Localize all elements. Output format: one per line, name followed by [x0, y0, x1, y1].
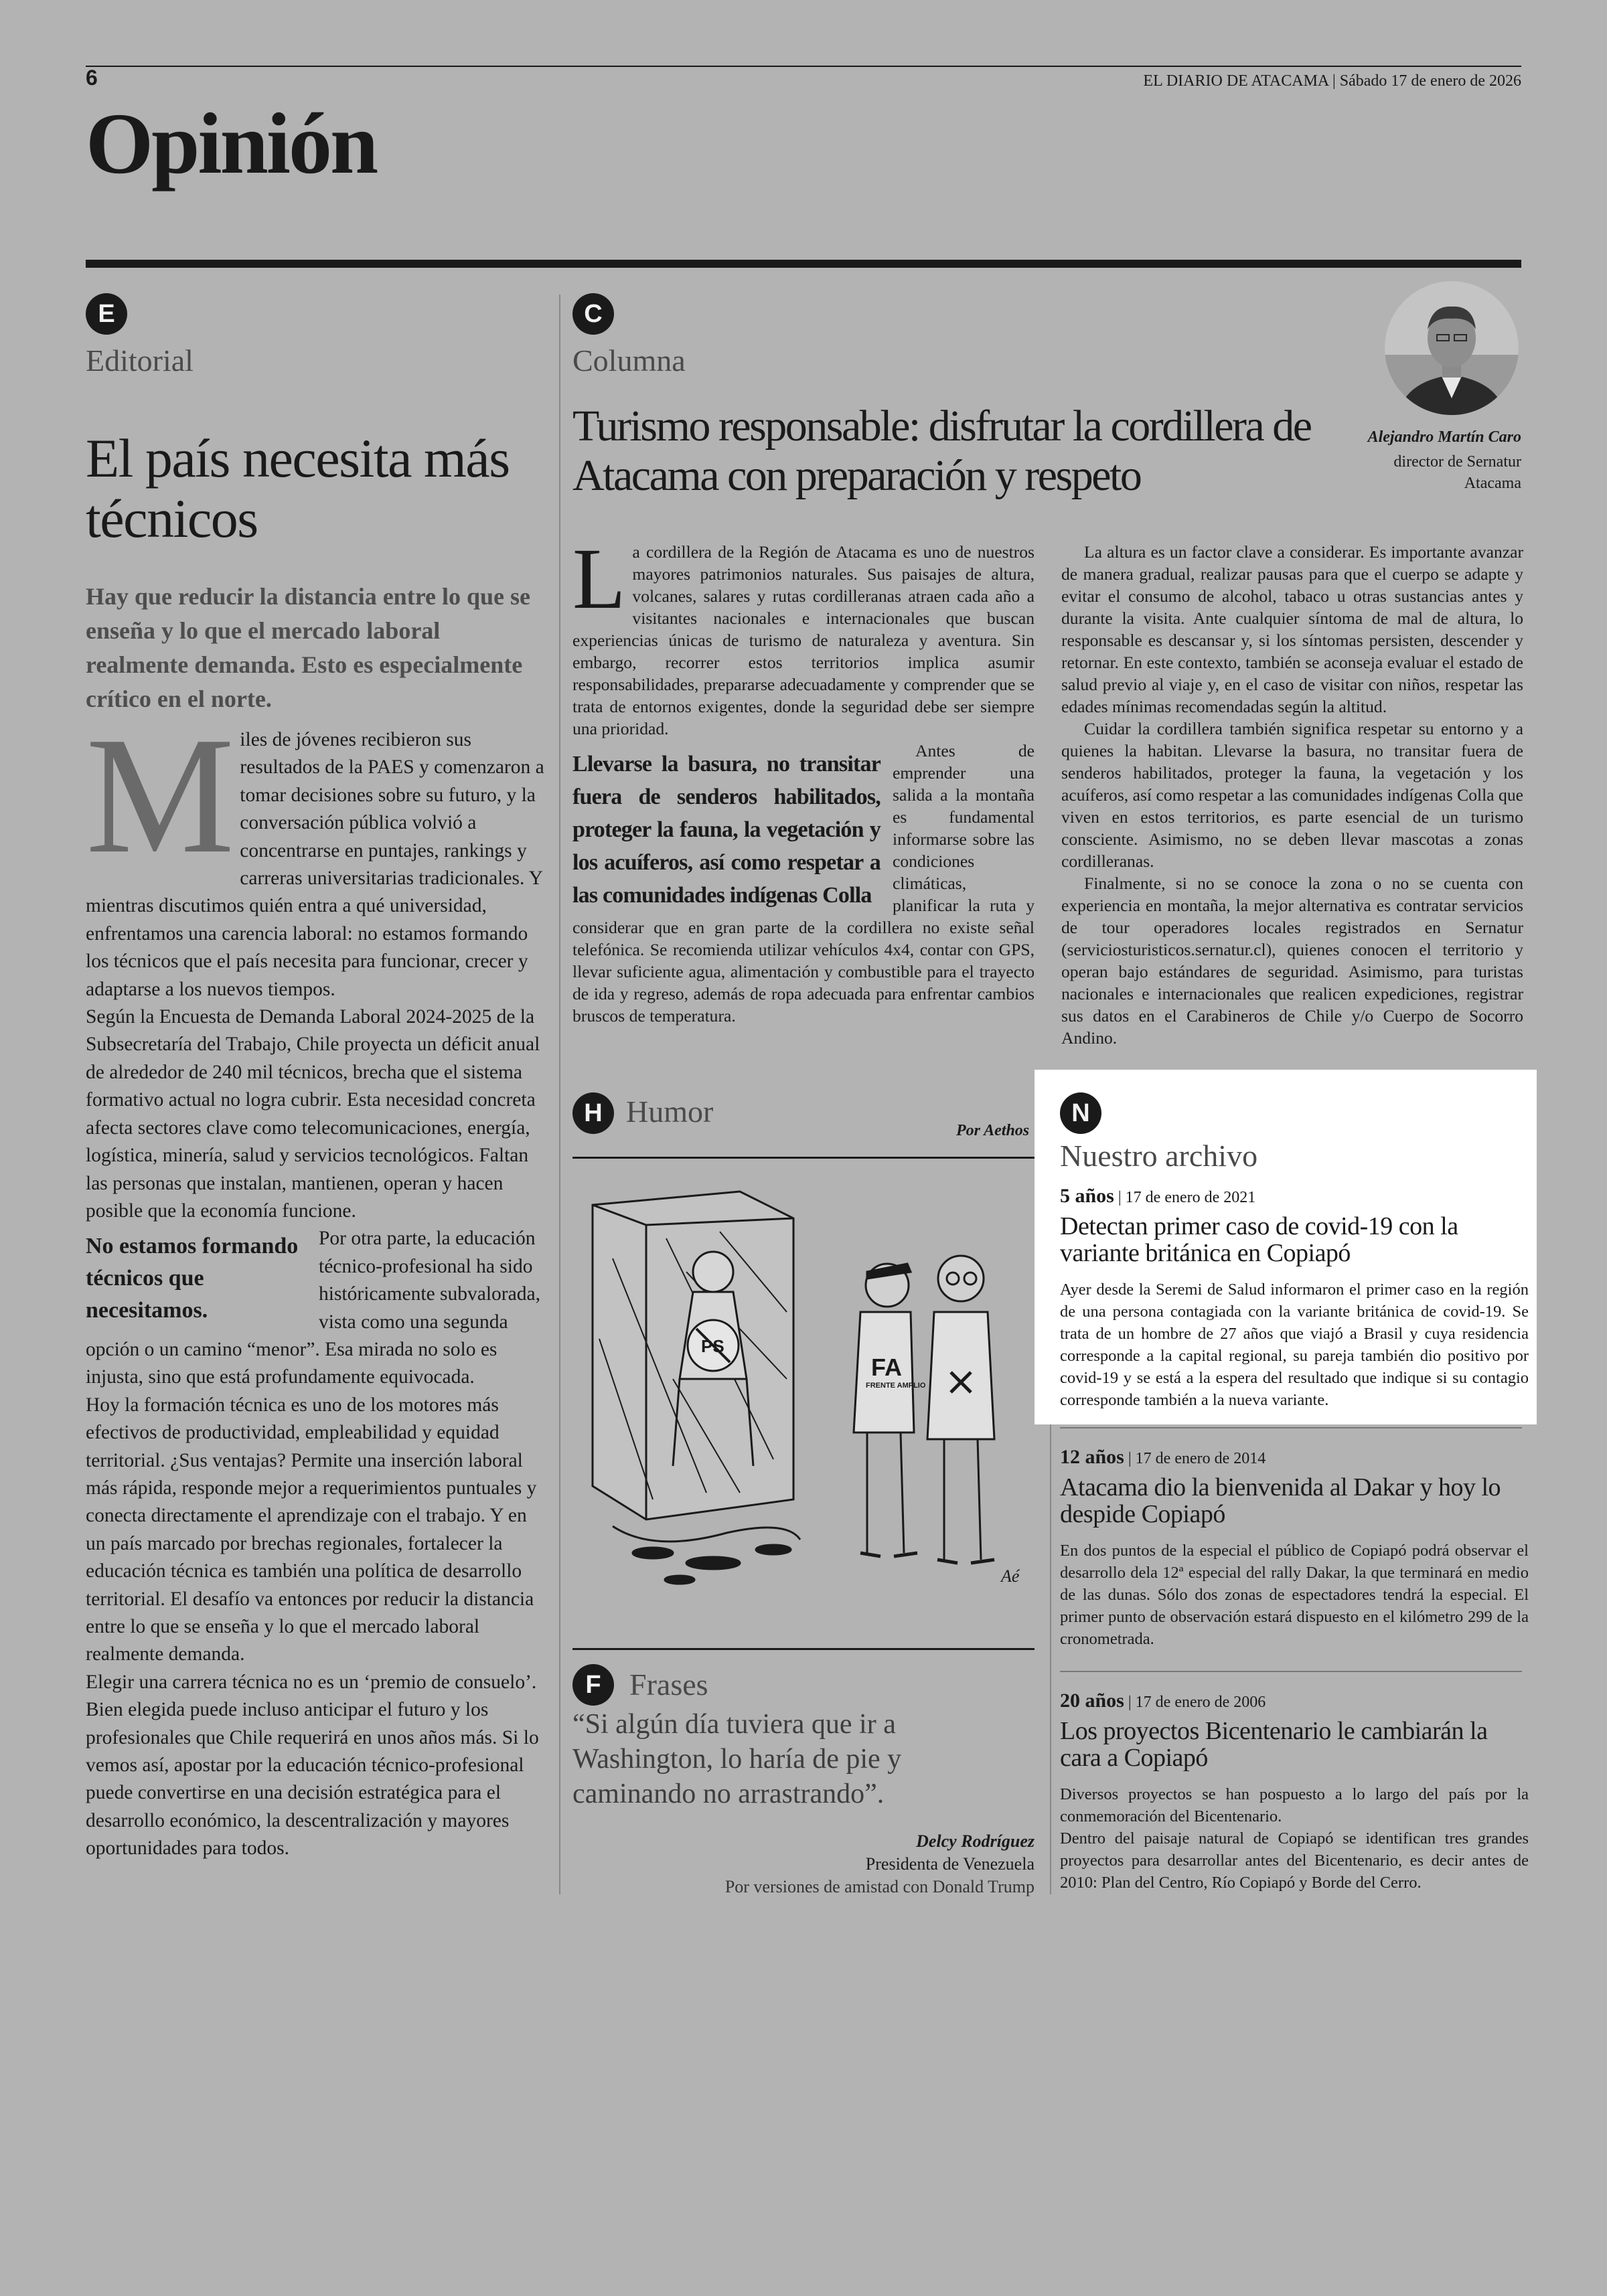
column-kicker: Columna	[572, 343, 686, 378]
archive-years: 5 años	[1060, 1185, 1114, 1207]
column-dropcap: L	[572, 531, 626, 627]
archive-rule	[1060, 1671, 1522, 1672]
editorial-headline: El país necesita más técnicos	[86, 428, 510, 549]
archive-item	[1060, 1185, 1529, 1411]
section-rule	[86, 260, 1521, 268]
frases-badge: F	[572, 1664, 614, 1706]
archive-date: | 17 de enero de 2006	[1124, 1694, 1266, 1711]
cartoon-signature: Aé	[1001, 1566, 1020, 1586]
archive-text: Ayer desde la Seremi de Salud informaron el primer caso en la región de una persona contagiada con la variante británica de covid-19. Se trata de un hombre de 27 años que viajó a Brasil y cuya residencia corresponde a la capital regional, su pareja también dio positivo por covid-19 y se está a la espera del resultado que indique si su contagio corresponde también a la nueva variante.	[1060, 1281, 1529, 1409]
page-number: 6	[86, 66, 98, 90]
editorial-kicker: Editorial	[86, 343, 194, 378]
cartoon-label-fa: FA	[871, 1354, 903, 1381]
humor-kicker: Humor	[626, 1094, 714, 1129]
column-body-right	[1061, 541, 1523, 1049]
masthead: EL DIARIO DE ATACAMA | Sábado 17 de enero de 2026	[1143, 72, 1521, 90]
top-rule	[86, 66, 1521, 67]
column-badge: C	[572, 293, 614, 335]
editorial-paragraph: Hoy la formación técnica es uno de los motores más efectivos de productividad, empleabilidad y equidad territorial. ¿Sus ventajas? Permite una inserción laboral más rápida, responde mejor a requerimientos puntuales y conecta directamente el aprendizaje con el trabajo. Y en un país marcado por brechas regionales, fortalecer la educación técnica es también una política de desarrollo territorial. El desafío va entonces por reducir la distancia entre lo que se enseña y lo que el mercado laboral realmente demanda.	[86, 1394, 537, 1665]
archive-rule	[1060, 1427, 1522, 1428]
archive-text: Dentro del paisaje natural de Copiapó se identifican tres grandes proyectos para desarrollar antes del Bicentenario, es decir antes de 2010: Plan del Centro, Río Copiapó y Borde del Cerro.	[1060, 1829, 1529, 1892]
editorial-paragraph: iles de jóvenes recibieron sus resultados de la PAES y comenzaron a tomar decisiones sobre su futuro, y la conversación pública volvió a concentrarse en puntajes, rankings y carreras universitarias tradicionales. Y mientras discutimos quién entra a qué universidad, enfrentamos una carencia laboral: no estamos formando los técnicos que el país necesita para funcionar, crecer y adaptarse a los nuevos tiempos.	[86, 729, 544, 1000]
frases-quote: “Si algún día tuviera que ir a Washington, lo haría de pie y caminando no arrastrando”.	[572, 1709, 902, 1809]
section-title: Opinión	[86, 96, 377, 192]
frases-note: Por versiones de amistad con Donald Trump	[724, 1877, 1035, 1896]
editorial-dropcap: M	[86, 703, 231, 888]
column-paragraph: La altura es un factor clave a considerar. Es importante avanzar de manera gradual, realizar pausas para que el cuerpo se adapte y evitar el consumo de alcohol, tabaco u otras sustancias antes y durante la visita. Ante cualquier síntoma de mal de altura, lo responsable es descansar y, si los síntomas persisten, descender y retornar. En este contexto, también se aconseja evaluar el estado de salud previo al viaje y, en el caso de visitar con niños, respetar las edades mínimas recomendadas según la altitud.	[1061, 542, 1523, 716]
humor-byline: Por Aethos	[956, 1122, 1030, 1139]
archive-kicker: Nuestro archivo	[1060, 1139, 1258, 1173]
archive-date: | 17 de enero de 2014	[1124, 1450, 1266, 1467]
column-paragraph: a cordillera de la Región de Atacama es uno de nuestros mayores patrimonios naturales. Sus paisajes de altura, volcanes, salares y rutas cordilleranas atraen cada año a visitantes nacionales e internacionales que buscan experiencias únicas de turismo de naturaleza y aventura. Sin embargo, recorrer estos territorios implica asumir responsabilidades, prepararse adecuadamente y comprender que se trata de entornos exigentes, donde la seguridad debe ser siempre una prioridad.	[572, 542, 1035, 738]
archive-years: 12 años	[1060, 1446, 1124, 1468]
column-divider-left	[559, 295, 560, 1894]
archive-title: Detectan primer caso de covid-19 con la variante británica en Copiapó	[1060, 1212, 1458, 1267]
archive-title: Atacama dio la bienvenida al Dakar y hoy lo despide Copiapó	[1060, 1473, 1501, 1528]
editorial-paragraph: Por otra parte, la educación técnico-profesional ha sido históricamente subvalorada, vista como una segunda opción o un camino “menor”. Esa mirada no solo es injusta, sino que está profundamente equivocada.	[86, 1228, 540, 1388]
column-headline: Turismo responsable: disfrutar la cordillera de Atacama con preparación y respeto	[572, 402, 1311, 500]
cartoon-label-frente: FRENTE AMPLIO	[866, 1382, 926, 1390]
column-paragraph: Antes de emprender una salida a la montaña es fundamental informarse sobre las condiciones climáticas, planificar la ruta y considerar que en gran parte de la cordillera no existe señal telefónica. Se recomienda utilizar vehículos 4x4, contar con GPS, llevar suficiente agua, alimentación y combustible para el trayecto de ida y regreso, además de ropa adecuada para enfrentar cambios bruscos de temperatura.	[572, 741, 1035, 1026]
archive-date: | 17 de enero de 2021	[1114, 1189, 1256, 1206]
humor-rule	[572, 1157, 1035, 1159]
editorial-badge: E	[86, 293, 127, 335]
column-paragraph: Cuidar la cordillera también significa respetar su entorno y a quienes la habitan. Llevarse la basura, no transitar fuera de senderos habilitados, proteger la fauna, la vegetación y los acuíferos, así como respetar a las comunidades indígenas Colla que viven en estos territorios, es parte esencial de un turismo consciente. Asimismo, no se deben llevar mascotas a zonas cordilleranas.	[1061, 719, 1523, 871]
author-name: Alejandro Martín Caro	[1367, 428, 1521, 446]
humor-badge: H	[572, 1092, 614, 1134]
archive-text: En dos puntos de la especial el público de Copiapó podrá observar el desarrollo dela 12ª especial del rally Dakar, la que terminará en medio de las dunas. Sólo dos zonas de espectadores tendrá la especial. El primer punto de observación estará dispuesto en el kilómetro 299 de la cronometrada.	[1060, 1542, 1529, 1648]
frases-author: Delcy Rodríguez	[916, 1831, 1035, 1851]
archive-badge: N	[1060, 1092, 1101, 1134]
editorial-paragraph: Elegir una carrera técnica no es un ‘premio de consuelo’. Bien elegida puede incluso anticipar el futuro y los profesionales que Chile requerirá en unos años más. Si lo vemos así, apostar por la educación técnico-profesional puede convertirse en una decisión estratégica para el desarrollo económico, la descentralización y mayores oportunidades para todos.	[86, 1671, 539, 1860]
archive-item	[1060, 1446, 1529, 1650]
column-paragraph: Finalmente, si no se conoce la zona o no se cuenta con experiencia en montaña, la mejor alternativa es contratar servicios de tour operadores locales registrados en Sernatur (serviciosturisticos.sernatur.cl), quienes conocen el territorio y operan bajo estándares de seguridad. Asimismo, para turistas nacionales e internacionales que realicen expediciones, registrar sus datos en el Carabineros de Chile y/o Cuerpo de Socorro Andino.	[1061, 874, 1523, 1048]
archive-text: Diversos proyectos se han pospuesto a lo largo del país por la conmemoración del Bicentenario.	[1060, 1785, 1529, 1825]
author-photo	[1385, 281, 1519, 415]
column-body-left	[572, 531, 1035, 1027]
frases-rule	[572, 1648, 1035, 1650]
author-role: director de Sernatur Atacama	[1393, 453, 1521, 492]
frases-author-role: Presidenta de Venezuela	[865, 1854, 1035, 1874]
column-pullquote: Llevarse la basura, no transitar fuera de senderos habilitados, proteger la fauna, la vegetación y los acuíferos, así como respetar a las comunidades indígenas Colla	[572, 752, 881, 908]
archive-item	[1060, 1690, 1529, 1894]
editorial-pullquote: No estamos formando técnicos que necesitamos.	[86, 1234, 299, 1323]
archive-years: 20 años	[1060, 1690, 1124, 1712]
editorial-body	[86, 703, 548, 1863]
archive-title: Los proyectos Bicentenario le cambiarán la cara a Copiapó	[1060, 1717, 1488, 1772]
frases-kicker: Frases	[629, 1667, 708, 1702]
editorial-paragraph: Según la Encuesta de Demanda Laboral 2024-2025 de la Subsecretaría del Trabajo, Chile proyecta un déficit anual de alrededor de 240 mil técnicos, brecha que el sistema formativo actual no logra cubrir. Esta necesidad concreta afecta sectores clave como telecomunicaciones, energía, logística, minería, salud y servicios tecnológicos. Faltan las personas que instalan, mantienen, operan y hacen posible que la economía funcione.	[86, 1006, 540, 1222]
cartoon-label-ps: PS	[701, 1336, 724, 1356]
editorial-deck: Hay que reducir la distancia entre lo que se enseña y lo que el mercado laboral realmente demanda. Esto es especialmente crítico en el norte.	[86, 583, 531, 712]
humor-cartoon	[572, 1178, 1035, 1607]
